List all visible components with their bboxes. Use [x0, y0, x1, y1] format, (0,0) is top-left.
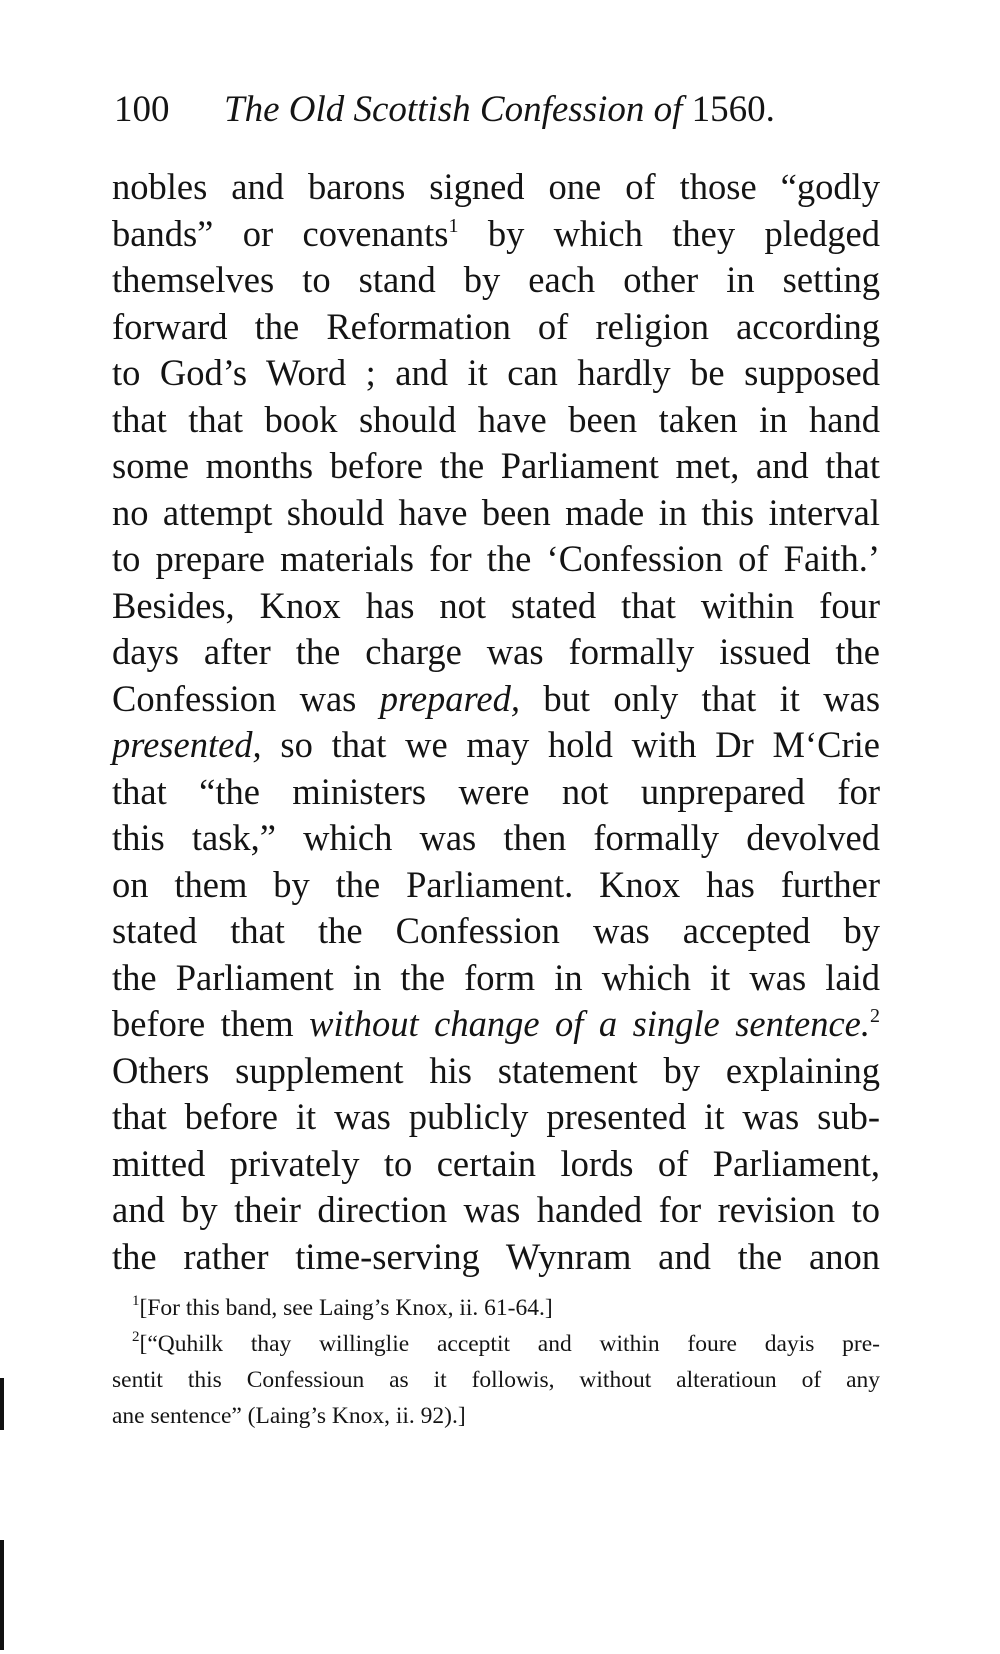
text-line: that before it was publicly presented it was sub-	[112, 1096, 880, 1137]
footnote-2-mark: 2	[132, 1329, 140, 1345]
text-line: some months before the Parliament met, and that	[112, 445, 880, 486]
text-line	[112, 211, 880, 258]
text-line	[112, 722, 880, 769]
running-header	[114, 88, 834, 132]
text-line: nobles and barons signed one of those “godly	[112, 166, 880, 207]
text-segment: so that we may hold with Dr M‘Crie	[280, 724, 880, 765]
text-line: forward the Reformation of religion according	[112, 305, 880, 347]
running-title-year: 1560.	[691, 89, 775, 130]
page-number: 100	[114, 89, 170, 130]
footnotes	[112, 1290, 880, 1434]
footnote-2	[112, 1326, 880, 1362]
text-line	[112, 676, 880, 723]
text-segment: bands” or covenants	[112, 212, 449, 254]
text-line: to prepare materials for the ‘Confession of Faith.’	[112, 538, 880, 579]
text-segment: by which they pledged	[487, 212, 880, 254]
text-line: days after the charge was formally issued the	[112, 631, 880, 672]
italic-word: presented,	[112, 724, 262, 765]
text-line: Besides, Knox has not stated that within four	[112, 584, 880, 626]
text-line: Others supplement his statement by explaining	[112, 1049, 880, 1091]
footnote-ref-2: 2	[870, 1005, 880, 1027]
body-text	[112, 164, 880, 1280]
text-line: to God’s Word ; and it can hardly be supposed	[112, 352, 880, 393]
text-line: stated that the Confession was accepted by	[112, 910, 880, 951]
text-segment: but only that it was	[543, 677, 881, 719]
text-line: that “the ministers were not unprepared for	[112, 770, 880, 812]
footnote-1-text: [For this band, see Laing’s Knox, ii. 61-64.]	[139, 1295, 553, 1321]
text-line: and by their direction was handed for revision to	[112, 1189, 880, 1230]
text-line: themselves to stand by each other in setting	[112, 259, 880, 300]
scan-edge-mark	[0, 1378, 4, 1430]
running-title-text: The Old Scottish Confession of	[224, 89, 683, 130]
footnote-2-text: [“Quhilk thay willinglie acceptit and within foure dayis pre-	[139, 1331, 880, 1357]
text-segment: before them	[112, 1003, 294, 1044]
scan-edge-mark	[0, 1540, 4, 1650]
italic-word: prepared,	[379, 677, 520, 719]
text-line: that that book should have been taken in hand	[112, 398, 880, 440]
footnote-1-mark: 1	[132, 1293, 140, 1309]
text-line: mitted privately to certain lords of Parliament,	[112, 1142, 880, 1184]
text-line: on them by the Parliament. Knox has further	[112, 863, 880, 905]
footnote-1	[112, 1290, 880, 1326]
text-segment: Confession was	[112, 677, 357, 719]
text-line: the Parliament in the form in which it was laid	[112, 956, 880, 998]
text-line: this task,” which was then formally devolved	[112, 817, 880, 858]
text-line: the rather time-serving Wynram and the anon	[112, 1235, 880, 1277]
running-title	[224, 89, 775, 130]
text-line	[112, 1001, 880, 1048]
footnote-2-line: sentit this Confessioun as it followis, without alteratioun of any	[112, 1367, 880, 1393]
italic-phrase: without change of a single sentence.	[309, 1003, 870, 1044]
footnote-ref-1: 1	[448, 214, 459, 237]
text-line: no attempt should have been made in this interval	[112, 491, 880, 533]
footnote-2-line: ane sentence” (Laing’s Knox, ii. 92).]	[112, 1403, 466, 1429]
